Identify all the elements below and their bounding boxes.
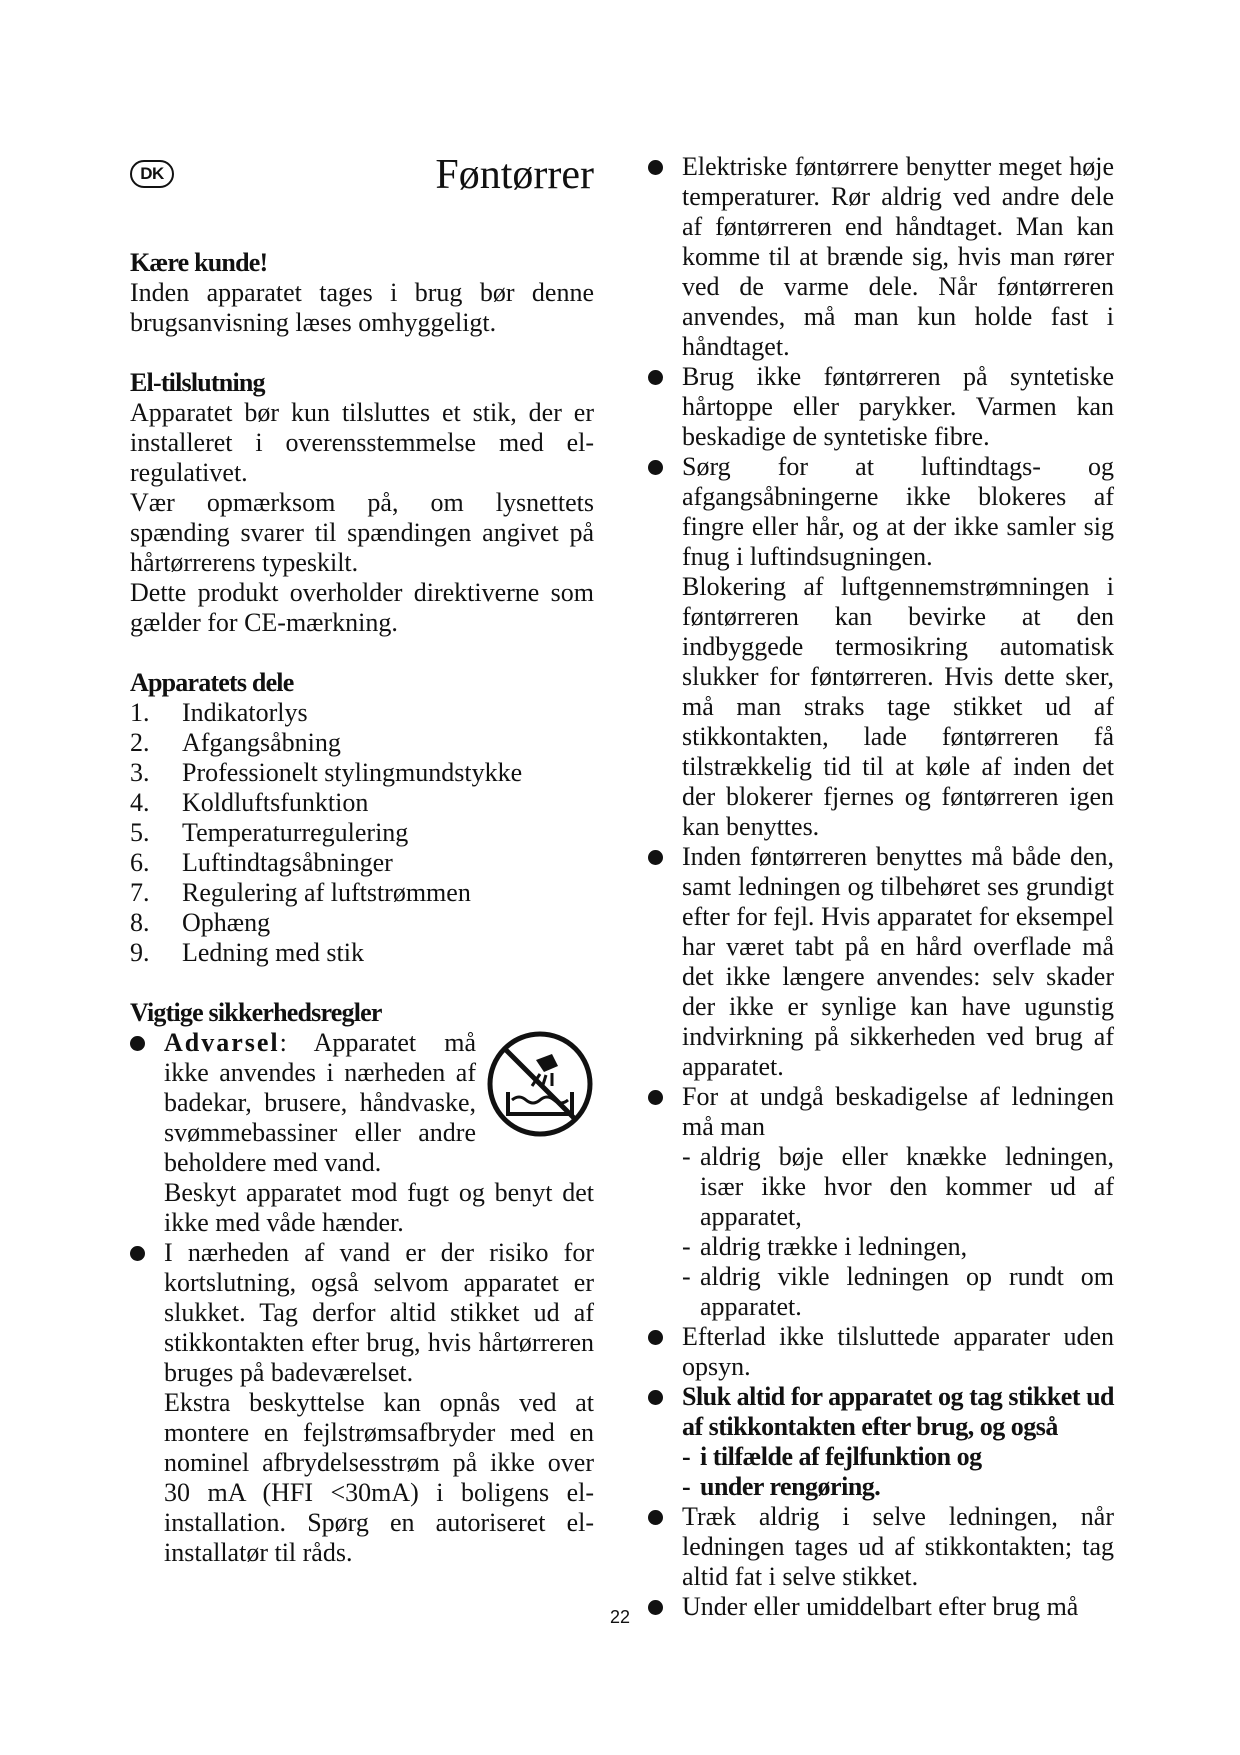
header — [130, 152, 594, 248]
no-water-prohibition-icon — [486, 1030, 594, 1138]
list-item — [130, 788, 594, 818]
safety-bullet-water — [130, 1238, 594, 1568]
right-column — [648, 152, 1114, 1622]
list-item — [130, 848, 594, 878]
after-use-text: Under eller umiddelbart efter brug må — [682, 1592, 1079, 1621]
cord-item: - aldrig bøje eller knække ledningen, især ikke hvor den kommer ud af apparatet, — [682, 1142, 1114, 1232]
language-badge: DK — [130, 160, 174, 188]
safety-bullet-airflow — [648, 452, 1114, 842]
left-column — [130, 152, 594, 1568]
list-item — [130, 698, 594, 728]
cord-item: - aldrig vikle ledningen op rundt om apparatet. — [682, 1262, 1114, 1322]
safety-heading: Vigtige sikkerhedsregler — [130, 998, 382, 1027]
safety-bullet-synthetic — [648, 362, 1114, 452]
intro-text: Inden apparatet tages i brug bør denne brugsanvisning læses omhyggeligt. — [130, 278, 594, 337]
list-item-label: Luftindtagsåbninger — [182, 848, 393, 877]
parts-list — [130, 698, 594, 968]
list-item-number: 1. — [130, 698, 150, 727]
synthetic-text: Brug ikke føntørreren på syntetiske hårtoppe eller parykker. Varmen kan beskadige de syntetiske fibre. — [682, 362, 1114, 451]
list-item-number: 9. — [130, 938, 150, 967]
safety-bullet-pull-plug — [648, 1502, 1114, 1592]
list-item-number: 2. — [130, 728, 150, 757]
inspection-text: Inden føntørreren benyttes må både den, samt ledningen og tilbehøret ses grundigt efter for fejl. Hvis apparatet for eksempel har været tabt på en hård overflade må det ikke længere anvendes: selv skader der ikke er synlige kan have ugunstig indvirkning på sikkerheden ved brug af apparatet. — [682, 842, 1114, 1081]
list-item-label: Ledning med stik — [182, 938, 364, 967]
switch-off-item: - i tilfælde af fejlfunktion og — [682, 1442, 1114, 1472]
list-item — [130, 728, 594, 758]
list-item-number: 6. — [130, 848, 150, 877]
safety-bullet-warning — [130, 1028, 594, 1238]
list-item-label: Afgangsåbning — [182, 728, 341, 757]
safety-bullet-switch-off — [648, 1382, 1114, 1502]
list-item — [130, 818, 594, 848]
el-tilslutning-section — [130, 368, 594, 638]
list-item — [130, 758, 594, 788]
list-item-number: 7. — [130, 878, 150, 907]
cord-item: - aldrig trække i ledningen, — [682, 1232, 1114, 1262]
water-p1: I nærheden af vand er der risiko for kortslutning, også selvom apparatet er slukket. Tag derfor altid stikket ud af stikkontakten efter brug, hvis hårtørreren bruges på badeværelset. — [164, 1238, 594, 1387]
switch-off-intro: Sluk altid for apparatet og tag stikket ud af stikkontakten efter brug, og også — [682, 1382, 1114, 1441]
safety-bullet-inspection — [648, 842, 1114, 1082]
list-item — [130, 938, 594, 968]
list-item-label: Professionelt stylingmundstykke — [182, 758, 523, 787]
parts-section — [130, 668, 594, 968]
list-item-label: Regulering af luftstrømmen — [182, 878, 471, 907]
intro-heading: Kære kunde! — [130, 248, 268, 277]
water-p2: Ekstra beskyttelse kan opnås ved at montere en fejlstrømsafbryder med en nominel afbrydelsesstrøm på ikke over 30 mA (HFI <30mA) i boligens el-installation. Spørg en autoriseret el-installatør til råds. — [164, 1388, 594, 1567]
cord-intro: For at undgå beskadigelse af ledningen må man — [682, 1082, 1114, 1141]
switch-off-item: - under rengøring. — [682, 1472, 1114, 1502]
page-number: 22 — [609, 1607, 631, 1627]
temperature-text: Elektriske føntørrere benytter meget høje temperaturer. Rør aldrig ved andre dele af føntørreren end håndtaget. Man kan komme til at brænde sig, hvis man rører ved de varme dele. Når føntørreren anvendes, må man kun holde fast i håndtaget. — [682, 152, 1114, 361]
parts-heading: Apparatets dele — [130, 668, 294, 697]
list-item — [130, 908, 594, 938]
list-item-number: 3. — [130, 758, 150, 787]
airflow-p2: Blokering af luftgennemstrømningen i føntørreren kan bevirke at den indbyggede termosikring automatisk slukker for føntørreren. Hvis dette sker, må man straks tage stikket ud af stikkontakten, lade føntørreren få tilstrækkelig tid til at køle af inden det der blokerer fjernes og føntørreren igen kan benyttes. — [682, 572, 1114, 841]
airflow-p1: Sørg for at luftindtags- og afgangsåbningerne ikke blokeres af fingre eller hår, og at der ikke samler sig fnug i luftindsugningen. — [682, 452, 1114, 571]
el-tilslutning-heading: El-tilslutning — [130, 368, 265, 397]
warning-p2: Beskyt apparatet mod fugt og benyt det ikke med våde hænder. — [164, 1178, 594, 1237]
el-tilslutning-p3: Dette produkt overholder direktiverne som gælder for CE-mærkning. — [130, 578, 594, 637]
safety-bullet-cord — [648, 1082, 1114, 1322]
list-item-number: 4. — [130, 788, 150, 817]
list-item-number: 8. — [130, 908, 150, 937]
safety-bullet-temperature — [648, 152, 1114, 362]
el-tilslutning-p1: Apparatet bør kun tilsluttes et stik, der er installeret i overensstemmelse med el-regulativet. — [130, 398, 594, 487]
list-item-label: Ophæng — [182, 908, 271, 937]
page-title: Føntørrer — [435, 152, 594, 198]
warning-body: : Apparatet må ikke anvendes i nærheden af badekar, brusere, håndvaske, svømmebassiner eller andre beholdere med vand. — [164, 1028, 476, 1177]
list-item-number: 5. — [130, 818, 150, 847]
warning-label: Advarsel — [164, 1028, 280, 1057]
safety-section — [130, 998, 594, 1568]
pull-plug-text: Træk aldrig i selve ledningen, når ledningen tages ud af stikkontakten; tag altid fat i selve stikket. — [682, 1502, 1114, 1591]
el-tilslutning-p2: Vær opmærksom på, om lysnettets spænding svarer til spændingen angivet på hårtørrerens typeskilt. — [130, 488, 594, 577]
unattended-text: Efterlad ikke tilsluttede apparater uden opsyn. — [682, 1322, 1114, 1381]
list-item-label: Indikatorlys — [182, 698, 308, 727]
safety-bullet-unattended — [648, 1322, 1114, 1382]
list-item-label: Temperaturregulering — [182, 818, 409, 847]
list-item — [130, 878, 594, 908]
list-item-label: Koldluftsfunktion — [182, 788, 369, 817]
intro-section — [130, 248, 594, 338]
